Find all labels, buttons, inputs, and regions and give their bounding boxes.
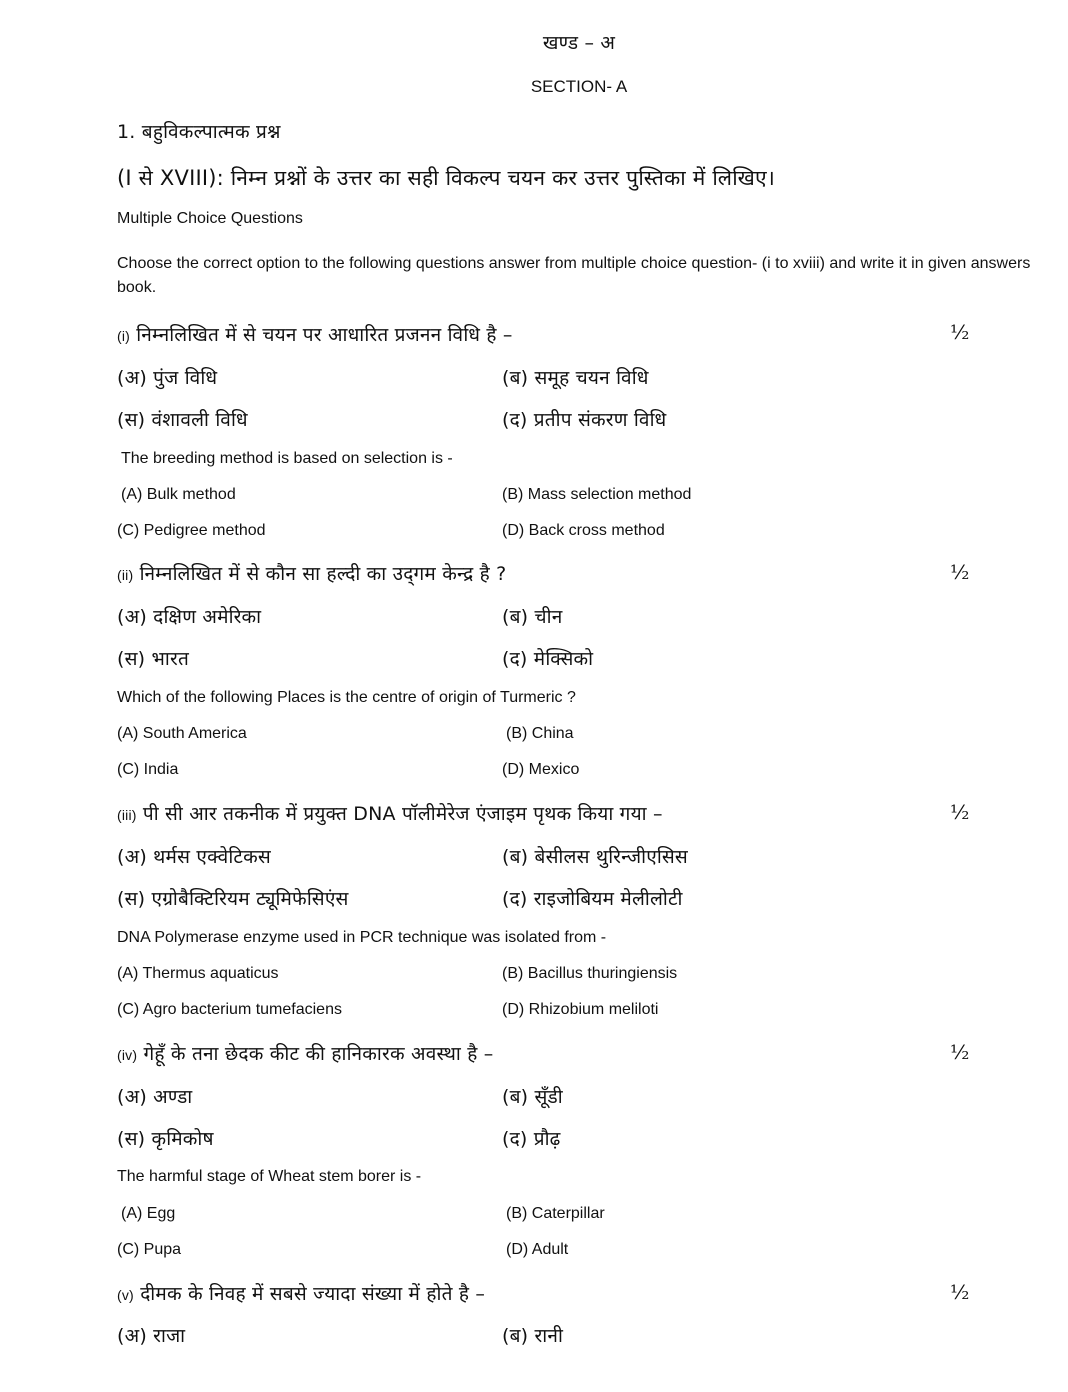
question-text-hindi [117, 560, 506, 586]
option-english-d: (D) Adult [506, 1241, 569, 1258]
option-hindi-a: (अ) पुंज विधि [117, 367, 218, 389]
option-hindi-b: (ब) बेसीलस थुरिन्जीएसिस [502, 846, 688, 868]
option-english-a: (A) South America [117, 725, 247, 742]
question-text-hindi [117, 800, 663, 826]
option-english-c: (C) India [117, 761, 179, 778]
option-hindi-b: (ब) चीन [502, 606, 563, 628]
option-english-d: (D) Mexico [502, 761, 580, 778]
question-number: (iv) [117, 1047, 138, 1063]
option-hindi-d: (द) प्रतीप संकरण विधि [502, 409, 667, 431]
option-hindi-b: (ब) सूँडी [502, 1086, 563, 1108]
option-english-b: (B) China [506, 725, 574, 742]
marks-label: ½ [950, 1280, 970, 1304]
option-english-a: (A) Bulk method [121, 486, 236, 503]
question-number: (iii) [117, 807, 137, 823]
option-hindi-d: (द) मेक्सिको [502, 648, 594, 670]
mcq-heading-hindi: 1. बहुविकल्पात्मक प्रश्न [117, 121, 281, 143]
option-hindi-c: (स) कृमिकोष [117, 1128, 214, 1150]
option-hindi-c: (स) भारत [117, 648, 189, 670]
question-stem-english: The harmful stage of Wheat stem borer is - [117, 1168, 422, 1185]
option-hindi-b: (ब) समूह चयन विधि [502, 367, 649, 389]
marks-label: ½ [950, 1040, 970, 1064]
option-hindi-d: (द) प्रौढ़ [502, 1128, 561, 1150]
marks-label: ½ [950, 560, 970, 584]
option-english-b: (B) Mass selection method [502, 486, 692, 503]
marks-label: ½ [950, 320, 970, 344]
option-hindi-a: (अ) राजा [117, 1325, 186, 1347]
option-hindi-c: (स) एग्रोबैक्टिरियम ट्यूमिफेसिएंस [117, 888, 349, 910]
option-hindi-a: (अ) अण्डा [117, 1086, 193, 1108]
question-text-hindi [117, 321, 513, 347]
question-number: (ii) [117, 567, 134, 583]
option-hindi-b: (ब) रानी [502, 1325, 564, 1347]
option-english-d: (D) Back cross method [502, 522, 665, 539]
marks-label: ½ [950, 800, 970, 824]
question-text-hindi [117, 1040, 493, 1066]
question-stem-hindi: दीमक के निवह में सबसे ज्यादा संख्या में होते है – [140, 1283, 486, 1305]
option-english-a: (A) Thermus aquaticus [117, 965, 279, 982]
section-title-english: SECTION- A [530, 77, 628, 96]
question-stem-english: Which of the following Places is the centre of origin of Turmeric ? [117, 689, 576, 706]
question-stem-hindi: निम्नलिखित में से चयन पर आधारित प्रजनन विधि है – [136, 324, 513, 346]
option-english-c: (C) Pupa [117, 1241, 182, 1258]
option-english-b: (B) Bacillus thuringiensis [502, 965, 678, 982]
question-number: (i) [117, 328, 131, 344]
instruction-english: Choose the correct option to the following questions answer from multiple choice question- (i to xviii) and write it in given answers book. [117, 255, 1031, 296]
option-english-a: (A) Egg [121, 1205, 176, 1222]
question-text-hindi [117, 1280, 485, 1306]
option-english-d: (D) Rhizobium meliloti [502, 1001, 659, 1018]
question-stem-hindi: गेहूँ के तना छेदक कीट की हानिकारक अवस्था है – [143, 1043, 494, 1065]
question-stem-english: The breeding method is based on selection is - [121, 450, 453, 467]
option-hindi-a: (अ) थर्मस एक्वेटिकस [117, 846, 271, 868]
question-number: (v) [117, 1287, 134, 1303]
option-english-c: (C) Agro bacterium tumefaciens [117, 1001, 342, 1018]
question-stem-english: DNA Polymerase enzyme used in PCR technique was isolated from - [117, 929, 607, 946]
question-stem-hindi: पी सी आर तकनीक में प्रयुक्त DNA पॉलीमेरेज एंजाइम पृथक किया गया – [142, 803, 663, 825]
option-hindi-a: (अ) दक्षिण अमेरिका [117, 606, 262, 628]
option-english-c: (C) Pedigree method [117, 522, 266, 539]
question-stem-hindi: निम्नलिखित में से कौन सा हल्दी का उद्‌गम केन्द्र है ? [139, 563, 507, 585]
instruction-hindi: (I से XVIII): निम्न प्रश्नों के उत्तर का सही विकल्प चयन कर उत्तर पुस्तिका में लिखिए। [117, 166, 776, 190]
option-hindi-d: (द) राइजोबियम मेलीलोटी [502, 888, 683, 910]
mcq-heading-english: Multiple Choice Questions [117, 210, 303, 227]
section-title-hindi: खण्ड – अ [542, 32, 616, 54]
option-hindi-c: (स) वंशावली विधि [117, 409, 248, 431]
option-english-b: (B) Caterpillar [506, 1205, 605, 1222]
